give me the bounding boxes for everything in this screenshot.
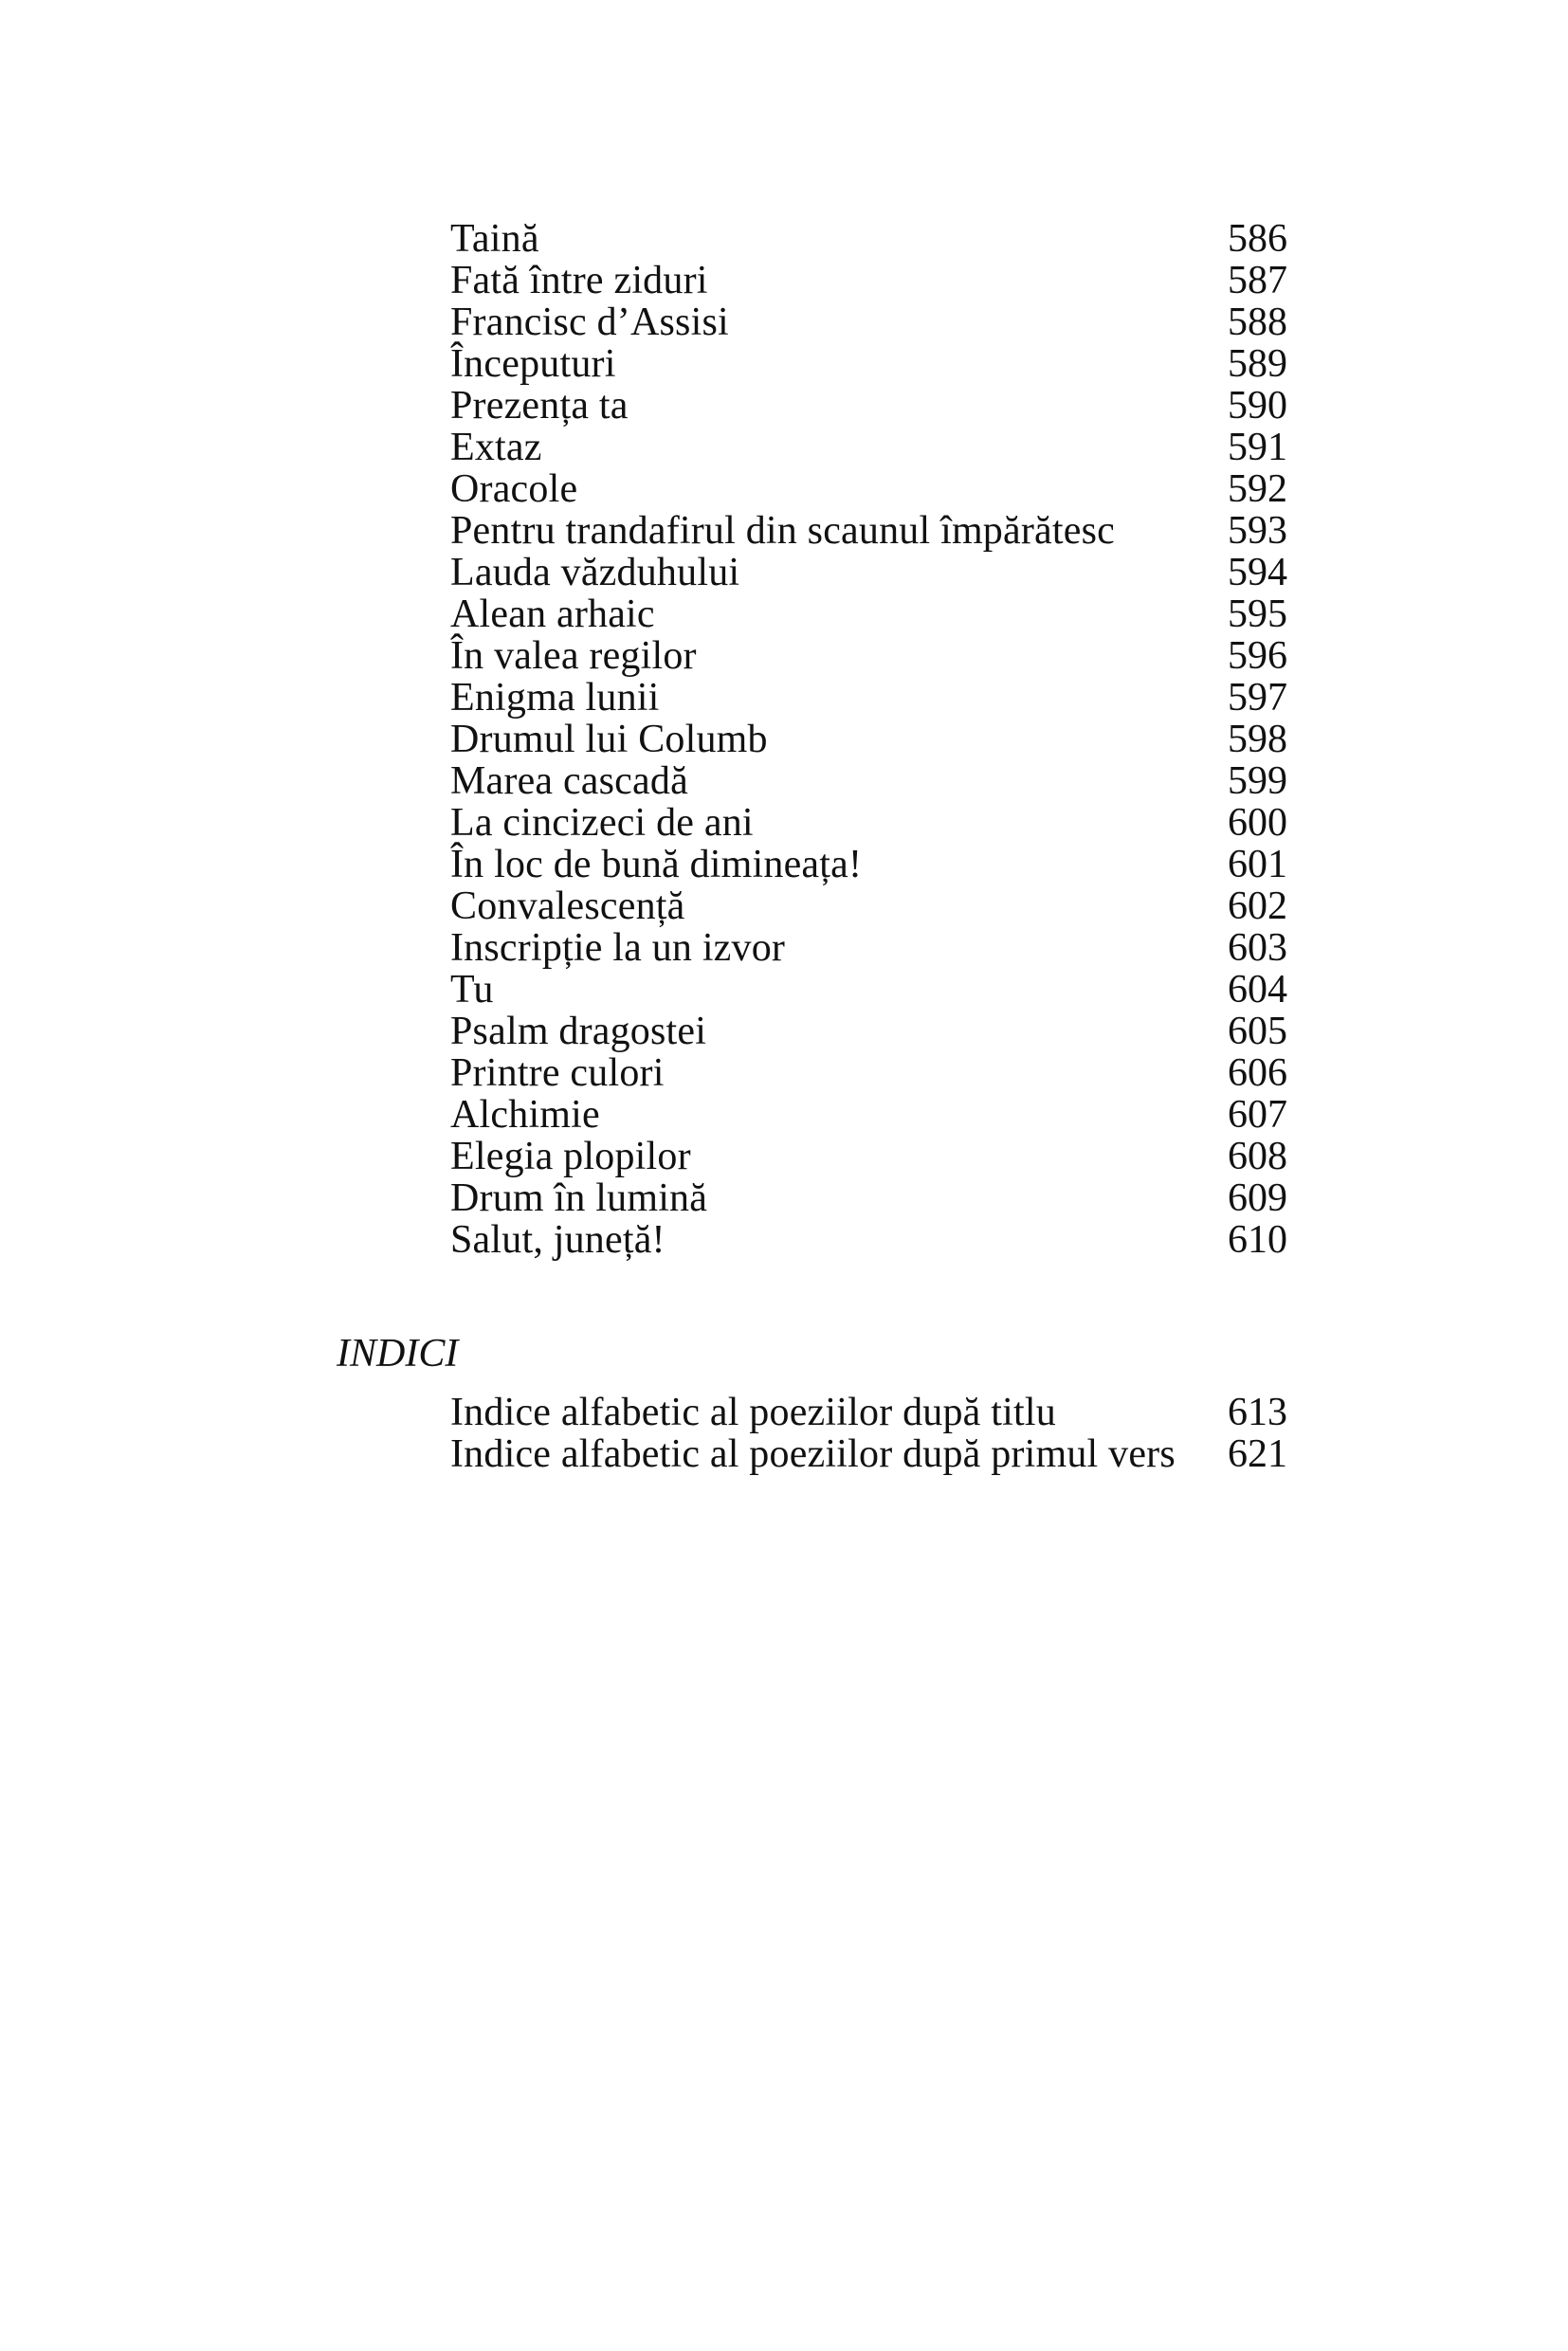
toc-entry — [450, 552, 1287, 593]
entry-page-number: 594 — [1228, 551, 1287, 594]
entry-title: Taină — [450, 217, 539, 261]
entry-page-number: 586 — [1228, 217, 1287, 261]
toc-entry — [450, 1136, 1287, 1177]
entry-page-number: 602 — [1228, 884, 1287, 928]
toc-entry — [450, 427, 1287, 468]
toc-entry — [450, 1052, 1287, 1094]
entry-title: Fată între ziduri — [450, 259, 708, 302]
toc-entry — [450, 510, 1287, 552]
entry-title: Indice alfabetic al poeziilor după primul vers — [450, 1432, 1176, 1476]
toc-entry — [450, 885, 1287, 927]
entry-page-number: 590 — [1228, 384, 1287, 428]
entry-title: Salut, juneță! — [450, 1218, 665, 1262]
toc-entry — [450, 1011, 1287, 1052]
entry-page-number: 600 — [1228, 801, 1287, 845]
toc-entry — [450, 1094, 1287, 1136]
entry-title: În loc de bună dimineața! — [450, 843, 863, 886]
entry-title: În valea regilor — [450, 634, 697, 678]
section-heading-indici: INDICI — [337, 1332, 459, 1376]
entry-title: Oracole — [450, 467, 578, 511]
toc-entry — [450, 719, 1287, 760]
entry-page-number: 593 — [1228, 509, 1287, 553]
entry-title: Tu — [450, 968, 494, 1011]
toc-entry — [450, 301, 1287, 343]
entry-page-number: 609 — [1228, 1176, 1287, 1220]
toc-entry — [450, 1433, 1287, 1475]
toc-entry — [450, 593, 1287, 635]
entry-title: Francisc d’Assisi — [450, 301, 729, 344]
entry-page-number: 592 — [1228, 467, 1287, 511]
toc-entry — [450, 468, 1287, 510]
entry-page-number: 603 — [1228, 926, 1287, 970]
entry-page-number: 613 — [1228, 1391, 1287, 1434]
entry-title: Pentru trandafirul din scaunul împărătesc — [450, 509, 1115, 553]
toc-entry — [450, 260, 1287, 301]
toc-entry — [450, 1177, 1287, 1219]
entry-title: La cincizeci de ani — [450, 801, 754, 845]
entry-title: Inscripție la un izvor — [450, 926, 786, 970]
entry-page-number: 595 — [1228, 592, 1287, 636]
entry-title: Alean arhaic — [450, 592, 655, 636]
entry-title: Enigma lunii — [450, 676, 660, 720]
toc-entry — [450, 1219, 1287, 1261]
toc-entries — [450, 218, 1287, 1261]
entry-page-number: 608 — [1228, 1135, 1287, 1178]
entry-page-number: 606 — [1228, 1051, 1287, 1095]
entry-page-number: 601 — [1228, 843, 1287, 886]
entry-title: Drum în lumină — [450, 1176, 708, 1220]
toc-entry — [450, 927, 1287, 969]
entry-title: Convalescență — [450, 884, 685, 928]
entry-title: Drumul lui Columb — [450, 718, 768, 761]
toc-entry — [450, 802, 1287, 844]
entry-page-number: 589 — [1228, 342, 1287, 386]
entry-page-number: 610 — [1228, 1218, 1287, 1262]
entry-title: Începuturi — [450, 342, 616, 386]
toc-entry — [450, 760, 1287, 802]
entry-title: Elegia plopilor — [450, 1135, 691, 1178]
entry-page-number: 598 — [1228, 718, 1287, 761]
entry-title: Prezența ta — [450, 384, 629, 428]
toc-entry — [450, 343, 1287, 385]
entry-title: Indice alfabetic al poeziilor după titlu — [450, 1391, 1056, 1434]
entry-page-number: 587 — [1228, 259, 1287, 302]
entry-title: Extaz — [450, 426, 542, 469]
toc-entry — [450, 844, 1287, 885]
toc-entry — [450, 635, 1287, 677]
entry-page-number: 599 — [1228, 759, 1287, 803]
entry-page-number: 604 — [1228, 968, 1287, 1011]
entry-page-number: 596 — [1228, 634, 1287, 678]
entry-page-number: 591 — [1228, 426, 1287, 469]
entry-title: Alchimie — [450, 1093, 600, 1137]
toc-entry — [450, 385, 1287, 427]
entry-page-number: 597 — [1228, 676, 1287, 720]
entry-title: Marea cascadă — [450, 759, 688, 803]
toc-entry — [450, 677, 1287, 719]
entry-page-number: 621 — [1228, 1432, 1287, 1476]
entry-title: Lauda văzduhului — [450, 551, 740, 594]
entry-page-number: 607 — [1228, 1093, 1287, 1137]
entry-page-number: 605 — [1228, 1010, 1287, 1053]
entry-title: Printre culori — [450, 1051, 665, 1095]
toc-entry — [450, 1392, 1287, 1433]
entry-page-number: 588 — [1228, 301, 1287, 344]
toc-entry — [450, 218, 1287, 260]
entry-title: Psalm dragostei — [450, 1010, 707, 1053]
toc-entry — [450, 969, 1287, 1011]
toc-index-entries — [450, 1392, 1287, 1475]
